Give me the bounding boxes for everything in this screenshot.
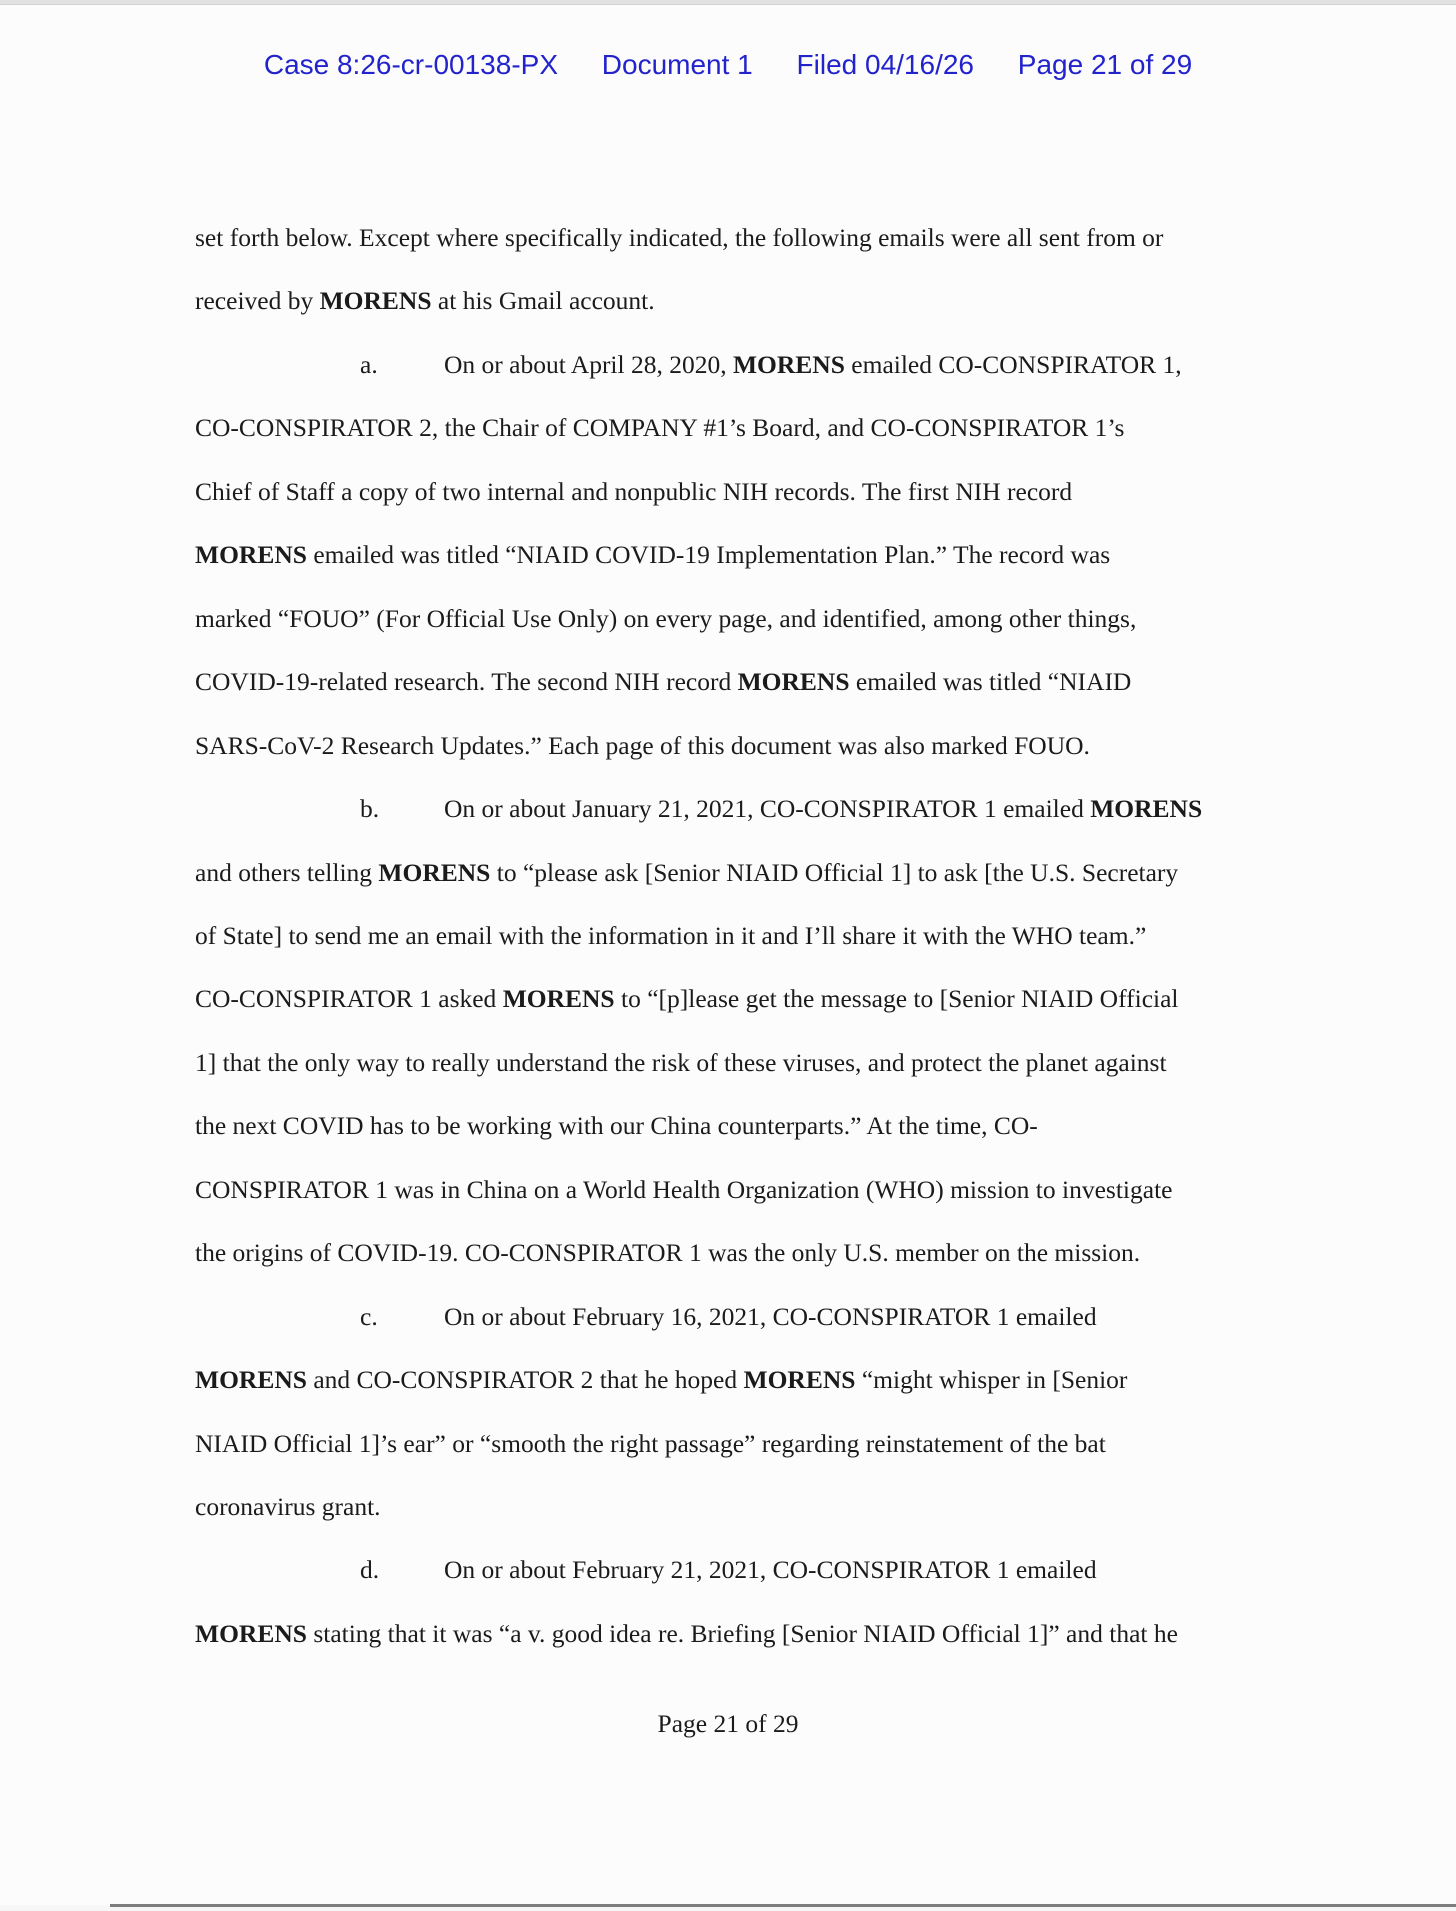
text-segment: On or about February 21, 2021, CO-CONSPIRATOR 1 emailed bbox=[444, 1555, 1097, 1585]
bold-name: MORENS bbox=[319, 286, 432, 316]
text-segment: the origins of COVID-19. CO-CONSPIRATOR 1 was the only U.S. member on the mission. bbox=[195, 1238, 1141, 1268]
text-segment: On or about February 16, 2021, CO-CONSPIRATOR 1 emailed bbox=[444, 1301, 1097, 1331]
text-line bbox=[195, 225, 1163, 251]
text-line bbox=[195, 288, 655, 314]
text-segment: marked “FOUO” (For Official Use Only) on every page, and identified, among other things, bbox=[195, 603, 1137, 633]
text-line bbox=[360, 1301, 1097, 1331]
text-segment: to “please ask [Senior NIAID Official 1] to ask [the U.S. Secretary bbox=[490, 857, 1179, 887]
text-line bbox=[195, 1618, 1178, 1648]
text-segment: 1] that the only way to really understand the risk of these viruses, and protect the planet against bbox=[195, 1047, 1167, 1077]
text-segment: received by bbox=[195, 286, 320, 316]
page-footer: Page 21 of 29 bbox=[657, 1709, 799, 1738]
text-line bbox=[195, 415, 1124, 441]
bold-name: MORENS bbox=[378, 857, 491, 887]
case-number: Case 8:26-cr-00138-PX bbox=[263, 49, 558, 80]
document-page bbox=[0, 4, 1456, 1905]
text-segment: “might whisper in [Senior bbox=[855, 1365, 1128, 1395]
text-line bbox=[195, 1367, 1127, 1393]
paragraph-label: d. bbox=[360, 1555, 380, 1585]
text-segment: SARS-CoV-2 Research Updates.” Each page of this document was also marked FOUO. bbox=[195, 730, 1090, 760]
text-segment: coronavirus grant. bbox=[195, 1492, 381, 1521]
bold-name: MORENS bbox=[502, 984, 615, 1014]
text-segment: CONSPIRATOR 1 was in China on a World Health Organization (WHO) mission to investigate bbox=[195, 1174, 1173, 1204]
text-line bbox=[195, 1494, 381, 1520]
text-line bbox=[195, 542, 1110, 568]
text-segment: to “[p]lease get the message to [Senior NIAID Official bbox=[614, 984, 1179, 1014]
filed-date: Filed 04/16/26 bbox=[796, 49, 974, 80]
text-segment: Chief of Staff a copy of two internal and nonpublic NIH records. The first NIH record bbox=[195, 476, 1073, 506]
header-page-number: Page 21 of 29 bbox=[1017, 49, 1193, 80]
paragraph-label: b. bbox=[360, 794, 380, 824]
text-line bbox=[195, 669, 1131, 695]
text-line bbox=[195, 730, 1090, 760]
bold-name: MORENS bbox=[195, 540, 307, 570]
text-segment: emailed was titled “NIAID bbox=[849, 667, 1132, 697]
text-segment: CO-CONSPIRATOR 1 asked bbox=[195, 984, 503, 1014]
text-line bbox=[195, 1428, 1106, 1458]
text-line bbox=[195, 1047, 1167, 1077]
text-segment: set forth below. Except where specifically indicated, the following emails were all sent from or bbox=[195, 223, 1164, 252]
text-line bbox=[360, 1555, 1097, 1585]
bold-name: MORENS bbox=[1090, 794, 1203, 824]
text-line bbox=[360, 794, 1203, 824]
document-number: Document 1 bbox=[601, 49, 753, 80]
text-line bbox=[360, 349, 1182, 379]
text-line bbox=[195, 920, 1147, 950]
case-header bbox=[0, 49, 1456, 81]
text-line bbox=[195, 1174, 1173, 1204]
text-segment: and others telling bbox=[195, 857, 379, 887]
bold-name: MORENS bbox=[743, 1365, 856, 1395]
text-segment: CO-CONSPIRATOR 2, the Chair of COMPANY #1’s Board, and CO-CONSPIRATOR 1’s bbox=[195, 413, 1125, 443]
text-segment: at his Gmail account. bbox=[431, 286, 655, 316]
text-line bbox=[195, 857, 1179, 887]
text-segment: NIAID Official 1]’s ear” or “smooth the right passage” regarding reinstatement of the bat bbox=[195, 1428, 1106, 1458]
text-segment: COVID-19-related research. The second NIH record bbox=[195, 667, 738, 697]
text-segment: and CO-CONSPIRATOR 2 that he hoped bbox=[306, 1365, 744, 1395]
bold-name: MORENS bbox=[195, 1618, 307, 1648]
text-segment: On or about January 21, 2021, CO-CONSPIRATOR 1 emailed bbox=[444, 794, 1091, 824]
page-bottom-rule bbox=[110, 1904, 1456, 1907]
text-segment: stating that it was “a v. good idea re. Briefing [Senior NIAID Official 1]” and that he bbox=[306, 1618, 1178, 1648]
text-segment: On or about April 28, 2020, bbox=[444, 349, 733, 379]
paragraph-label: c. bbox=[360, 1301, 378, 1331]
text-segment: emailed CO-CONSPIRATOR 1, bbox=[844, 349, 1182, 379]
text-line bbox=[195, 1113, 1038, 1139]
bold-name: MORENS bbox=[732, 349, 845, 379]
text-line bbox=[195, 986, 1179, 1012]
text-line bbox=[195, 476, 1073, 506]
bold-name: MORENS bbox=[737, 667, 850, 697]
text-segment: of State] to send me an email with the information in it and I’ll share it with the WHO team.” bbox=[195, 920, 1147, 950]
text-line bbox=[195, 1240, 1140, 1266]
paragraph-label: a. bbox=[360, 349, 378, 379]
text-segment: emailed was titled “NIAID COVID-19 Implementation Plan.” The record was bbox=[306, 540, 1111, 570]
bold-name: MORENS bbox=[195, 1365, 307, 1395]
text-line bbox=[195, 603, 1137, 633]
text-segment: the next COVID has to be working with our China counterparts.” At the time, CO- bbox=[195, 1111, 1038, 1141]
